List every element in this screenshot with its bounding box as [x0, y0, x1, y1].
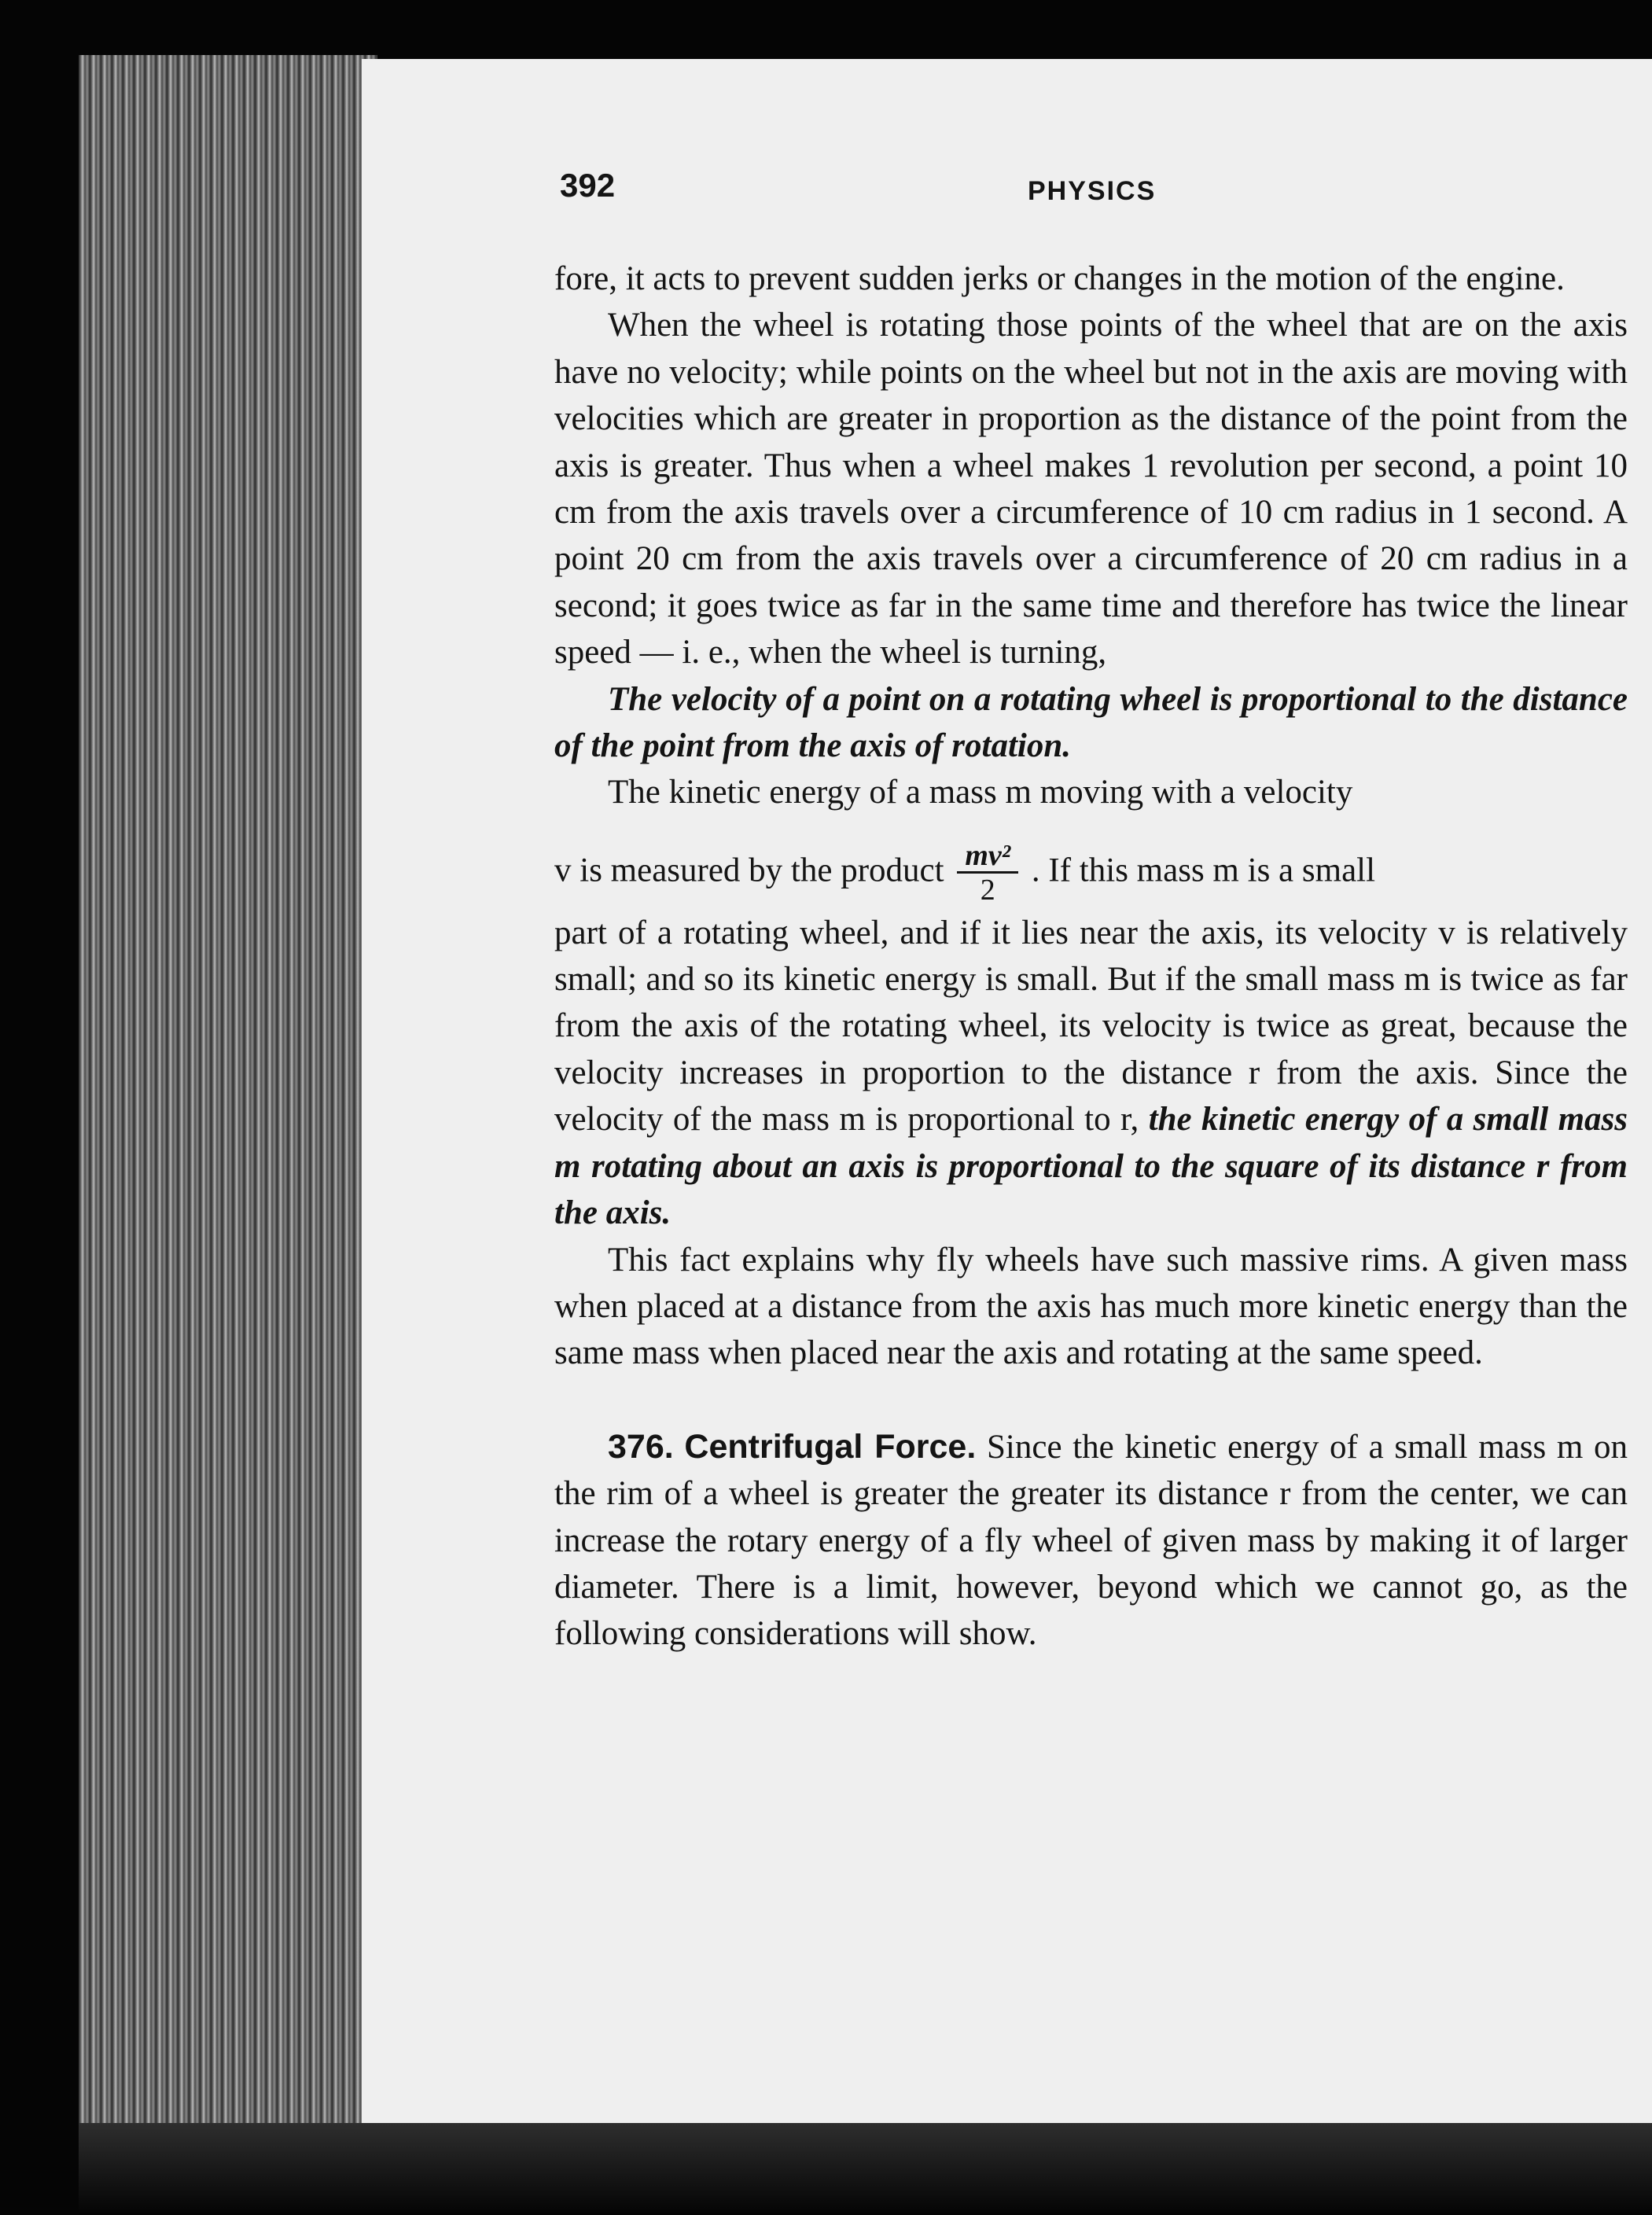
page-header [560, 167, 1621, 214]
page-number: 392 [560, 167, 616, 204]
paragraph-kinetic-energy-line1: The kinetic energy of a mass m moving with a velocity [608, 774, 1353, 811]
paragraph-massive-rims: This fact explains why fly wheels have such massive rims. A given mass when placed at a distance from the axis has much more kinetic energy than the same mass when placed near the axis and rotating at the same speed. [554, 1241, 1628, 1372]
fraction-numerator: mv² [957, 840, 1018, 874]
formula-trail-text: . If this mass m is a small [1031, 852, 1376, 889]
kinetic-energy-rest-text: part of a rotating wheel, and if it lies near the axis, its velocity v is relatively small; and so its kinetic energy is small. But if the small mass m is twice as far from the axis of the rotating wheel, its velocity is twice as great, because the velocity increases in proportion to the distance r from the axis. Since the velocity of the mass m is proportional to r, [554, 914, 1628, 1139]
paragraph-continuation: fore, it acts to prevent sudden jerks or changes in the motion of the engine. [554, 260, 1565, 297]
paragraph-centrifugal-force [554, 1424, 1628, 1658]
section-gap [554, 1377, 1628, 1424]
section-title: Centrifugal Force. [684, 1427, 977, 1466]
bottom-shadow [79, 2123, 1652, 2215]
body-text [554, 256, 1628, 1658]
paragraph-velocity-law [554, 676, 1628, 770]
paragraph-wheel-velocity: When the wheel is rotating those points of the wheel that are on the axis have no velocity; while points on the wheel but not in the axis are moving with velocities which are greater in proportion as the distance of the point from the axis is greater. Thus when a wheel makes 1 revolution per second, a point 10 cm from the axis travels over a circumference of 10 cm radius in 1 second. A point 20 cm from the axis travels over a circumference of 20 cm radius in a second; it goes twice as far in the same time and therefore has twice the linear speed — i. e., when the wheel is turning, [554, 307, 1628, 671]
paragraph-kinetic-energy-rest [554, 910, 1628, 1237]
page-edges [79, 55, 377, 2162]
running-head: PHYSICS [1028, 176, 1157, 206]
centrifugal-force-text: Since the kinetic energy of a small mass m on the rim of a wheel is greater the greater its distance r from the center, we can increase the rotary energy of a fly wheel of given mass by making it of larger diameter. There is a limit, however, beyond which we cannot go, as the following considerations will show. [554, 1428, 1628, 1653]
kinetic-energy-fraction [957, 840, 1018, 907]
kinetic-energy-law-statement: the kinetic energy of a small mass m rotating about an axis is proportional to the square of its distance r from the axis. [554, 1101, 1628, 1232]
velocity-law-statement: The velocity of a point on a rotating wheel is proportional to the distance of the point from the axis of rotation. [554, 680, 1628, 765]
fraction-denominator: 2 [980, 873, 995, 907]
formula-lead-text: v is measured by the product [554, 852, 944, 889]
formula-line [554, 816, 1628, 910]
section-number: 376. [608, 1427, 674, 1466]
